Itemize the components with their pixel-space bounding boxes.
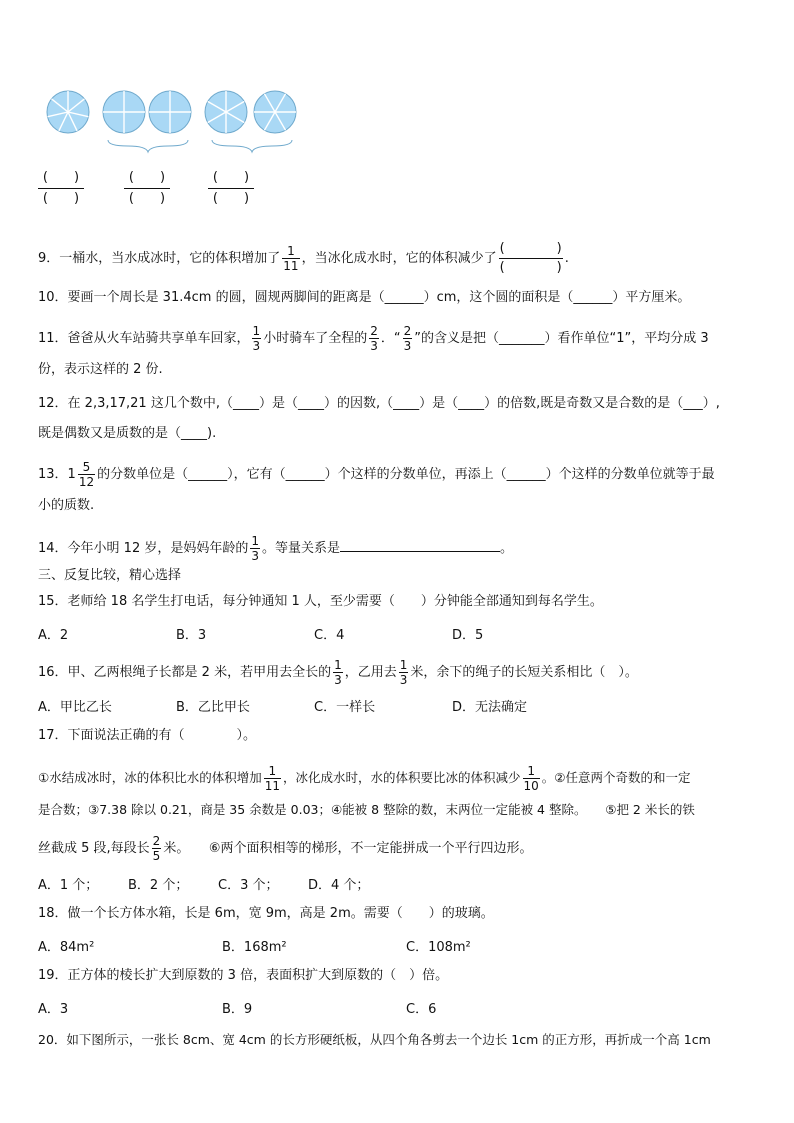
circle-2 — [103, 91, 145, 133]
q17-line1-a: ①水结成冰时，冰的体积比水的体积增加 — [38, 770, 262, 785]
q11-text-d: ”的含义是把（_______）看作单位“1”，平均分成 3 — [414, 331, 709, 346]
q17-fraction-1: $\frac{1}{11}$ — [264, 764, 280, 793]
question-10: 10．要画一个周长是 31.4cm 的圆，圆规两脚间的距离是（______）cm，这个圆的面积是（______）平方厘米。 — [38, 290, 691, 305]
q16-option-a[interactable]: A．甲比乙长 — [38, 700, 112, 715]
q19-option-c[interactable]: C．6 — [406, 1002, 437, 1017]
q15-option-c[interactable]: C．4 — [314, 628, 345, 643]
q11-text-a: 11．爸爸从火车站骑共享单车回家， — [38, 331, 250, 346]
q9-text-a: 9．一桶水，当水成冰时，它的体积增加了 — [38, 251, 281, 266]
question-13-cont: 小的质数. — [38, 498, 95, 513]
question-17-line-2: 是合数；③7.38 除以 0.21，商是 35 余数是 0.03；④能被 8 整除的数，末两位一定能被 4 整除。 ⑤把 2 米长的铁 — [38, 802, 695, 817]
fraction-blank-1-den: ( ) — [42, 191, 80, 206]
q11-text-c: ．“ — [380, 331, 401, 346]
fraction-blank-3-num: ( ) — [208, 168, 254, 189]
q17-line3-b: 米。 ⑥两个面积相等的梯形，不一定能拼成一个平行四边形。 — [163, 841, 533, 856]
q14-text-a: 14．今年小明 12 岁，是妈妈年龄的 — [38, 541, 249, 556]
q19-option-a[interactable]: A．3 — [38, 1002, 69, 1017]
q16-text-a: 16．甲、乙两根绳子长都是 2 米，若甲用去全长的 — [38, 665, 332, 680]
q11-fraction-2: $\frac{2}{3}$ — [370, 324, 378, 353]
question-11-cont: 份，表示这样的 2 份. — [38, 362, 163, 377]
q17-line1-b: ，冰化成水时，水的体积要比冰的体积减少 — [283, 770, 521, 785]
q14-answer-blank[interactable] — [340, 537, 500, 552]
q15-option-d[interactable]: D．5 — [452, 628, 484, 643]
fraction-blank-1[interactable] — [38, 168, 84, 209]
fraction-blank-2-den: ( ) — [128, 191, 166, 206]
q16-option-b[interactable]: B．乙比甲长 — [176, 700, 250, 715]
question-16 — [38, 658, 638, 687]
q16-text-c: 米，余下的绳子的长短关系相比（ ）。 — [410, 665, 638, 680]
question-12: 12．在 2,3,17,21 这几个数中,（____）是（____）的因数,（____）是（____）的倍数,既是奇数又是合数的是（___）, — [38, 396, 720, 411]
circle-5 — [254, 91, 296, 133]
fraction-blank-2[interactable] — [124, 168, 170, 209]
fraction-circles-figure — [0, 0, 794, 160]
q18-option-b[interactable]: B．168m² — [222, 940, 287, 955]
question-14 — [38, 534, 513, 563]
q17-fraction-3: $\frac{2}{5}$ — [152, 834, 161, 863]
question-17-line-1 — [38, 764, 691, 793]
q13-fraction: $\frac{5}{12}$ — [78, 460, 95, 489]
q13-text-b: 的分数单位是（______），它有（______）个这样的分数单位，再添上（______）个这样的分数单位就等于最 — [97, 467, 715, 482]
circle-1 — [47, 91, 89, 133]
q17-option-b[interactable]: B．2 个； — [128, 878, 189, 893]
q17-line1-c: 。②任意两个奇数的和一定 — [541, 770, 691, 785]
q18-option-c[interactable]: C．108m² — [406, 940, 471, 955]
question-11 — [38, 324, 709, 353]
q17-fraction-2: $\frac{1}{10}$ — [523, 764, 539, 793]
q16-fraction-2: $\frac{1}{3}$ — [399, 658, 408, 687]
circle-3 — [149, 91, 191, 133]
section-3-heading: 三、反复比较，精心选择 — [38, 568, 182, 583]
question-17-line-3 — [38, 834, 532, 863]
brace-2 — [212, 140, 292, 152]
question-15: 15．老师给 18 名学生打电话，每分钟通知 1 人，至少需要（ ）分钟能全部通知到每名学生。 — [38, 594, 603, 609]
q16-fraction-1: $\frac{1}{3}$ — [334, 658, 342, 687]
q19-option-b[interactable]: B．9 — [222, 1002, 253, 1017]
q9-text-b: ，当冰化成水时，它的体积减少了 — [301, 251, 497, 266]
question-13 — [38, 460, 715, 489]
q16-option-d[interactable]: D．无法确定 — [452, 700, 528, 715]
q9-fraction: $\frac{1}{11}$ — [283, 244, 299, 273]
brace-1 — [108, 140, 188, 152]
fraction-blank-1-num: ( ) — [38, 168, 84, 189]
q11-text-b: 小时骑车了全程的 — [263, 331, 368, 346]
q16-option-c[interactable]: C．一样长 — [314, 700, 376, 715]
q18-option-a[interactable]: A．84m² — [38, 940, 95, 955]
q9-text-c: . — [564, 251, 569, 266]
q17-option-d[interactable]: D．4 个； — [308, 878, 370, 893]
question-17: 17．下面说法正确的有（ ）。 — [38, 728, 257, 743]
q17-option-c[interactable]: C．3 个； — [218, 878, 279, 893]
q14-text-b: 。等量关系是 — [262, 541, 341, 556]
question-19: 19．正方体的棱长扩大到原数的 3 倍，表面积扩大到原数的（ ）倍。 — [38, 968, 449, 983]
q17-option-a[interactable]: A．1 个； — [38, 878, 99, 893]
q11-fraction-3: $\frac{2}{3}$ — [403, 324, 412, 353]
fraction-blank-2-num: ( ) — [124, 168, 170, 189]
q9-answer-blank[interactable]: ( ) ( ) — [499, 241, 562, 275]
q15-option-b[interactable]: B．3 — [176, 628, 207, 643]
question-20: 20．如下图所示，一张长 8cm、宽 4cm 的长方形硬纸板，从四个角各剪去一个边长 1cm 的正方形，再折成一个高 1cm — [38, 1032, 711, 1047]
q14-fraction: $\frac{1}{3}$ — [251, 534, 259, 563]
question-12-cont: 既是偶数又是质数的是（____). — [38, 426, 217, 441]
q15-option-a[interactable]: A．2 — [38, 628, 69, 643]
question-18: 18．做一个长方体水箱，长是 6m，宽 9m，高是 2m。需要（ ）的玻璃。 — [38, 906, 494, 921]
q16-text-b: ，乙用去 — [344, 665, 397, 680]
q13-text-a: 13．1 — [38, 467, 76, 482]
q17-line3-a: 丝截成 5 段,每段长 — [38, 841, 150, 856]
fraction-blank-3[interactable] — [208, 168, 254, 209]
question-9 — [38, 240, 569, 277]
q11-fraction-1: $\frac{1}{3}$ — [252, 324, 261, 353]
q14-text-c: 。 — [500, 541, 514, 556]
fraction-blank-3-den: ( ) — [212, 191, 250, 206]
circle-4 — [205, 91, 247, 133]
